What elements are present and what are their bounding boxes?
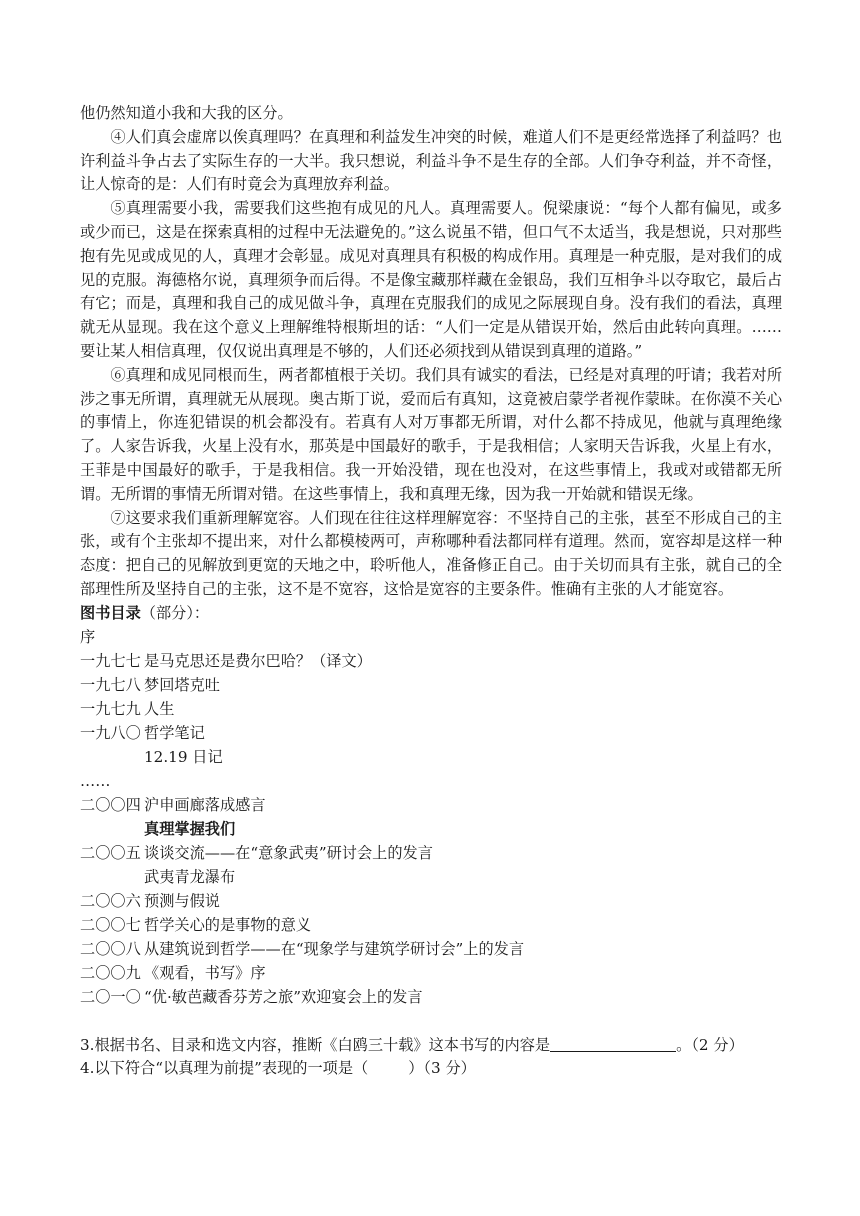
toc-title: 是马克思还是费尔巴哈？（译文） — [144, 651, 372, 670]
questions-block — [80, 1034, 782, 1082]
toc-ellipsis: …… — [80, 771, 111, 790]
toc-year: 二〇〇六 — [80, 891, 141, 910]
paragraph-5: ⑤真理需要小我，需要我们这些抱有成见的凡人。真理需要人。倪梁康说：“每个人都有偏见，或多或少而已，这是在探索真相的过程中无法避免的。”这么说虽不错，但口气不太适当，我是想说，只对那些抱有先见或成见的人，真理才会彰显。成见对真理具有积极的构成作用。真理是一种克服，是对我们的成见的克服。海德格尔说，真理须争而后得。不是像宝藏那样藏在金银岛，我们互相争斗以夺取它，最后占有它；而是，真理和我自己的成见做斗争，真理在克服我们的成见之际展现自身。没有我们的看法，真理就无从显现。我在这个意义上理解维特根斯坦的话：“人们一定是从错误开始，然后由此转向真理。……要让某人相信真理，仅仅说出真理是不够的，人们还必须找到从错误到真理的道路。” — [80, 199, 782, 360]
toc-subitem: 12.19 日记 — [144, 747, 223, 766]
toc-year: 一九八〇 — [80, 723, 141, 742]
question-4-points: ）（3 分） — [408, 1059, 476, 1078]
question-3-text: 3.根据书名、目录和选文内容，推断《白鸥三十载》这本书写的内容是 — [80, 1035, 551, 1054]
toc-title: 谈谈交流——在“意象武夷”研讨会上的发言 — [144, 843, 433, 862]
question-4-text: 4.以下符合“以真理为前提”表现的一项是（ — [80, 1059, 369, 1078]
toc-year: 二〇〇九 — [80, 963, 141, 982]
toc-year: 二〇一〇 — [80, 987, 141, 1006]
toc-heading — [80, 602, 782, 626]
toc-year: 一九七九 — [80, 699, 141, 718]
toc-row — [80, 650, 782, 674]
answer-blank[interactable] — [550, 1035, 676, 1052]
question-3 — [80, 1034, 782, 1058]
toc-title: 人生 — [144, 699, 175, 718]
toc-title: 《观看，书写》序 — [144, 963, 266, 982]
toc-row — [80, 962, 782, 986]
toc-row — [80, 794, 782, 818]
toc-title: 梦回塔克吐 — [144, 675, 220, 694]
toc-row — [80, 986, 782, 1010]
toc-row — [80, 698, 782, 722]
toc-title: 从建筑说到哲学——在“现象学与建筑学研讨会”上的发言 — [144, 939, 525, 958]
toc-subitem-highlighted: 真理掌握我们 — [144, 819, 236, 838]
toc-year: 一九七八 — [80, 675, 141, 694]
toc-heading-title: 图书目录 — [80, 603, 141, 622]
toc-title: “优·敏芭藏香芬芳之旅”欢迎宴会上的发言 — [144, 987, 423, 1006]
toc-row — [80, 674, 782, 698]
toc-row — [80, 938, 782, 962]
question-4 — [80, 1057, 782, 1081]
paragraph-continued: 他仍然知道小我和大我的区分。 — [80, 104, 293, 122]
toc-row — [80, 914, 782, 938]
toc-title: 哲学关心的是事物的意义 — [144, 915, 312, 934]
toc-heading-note: （部分）： — [140, 603, 210, 622]
toc-year: 二〇〇四 — [80, 795, 141, 814]
toc-row — [80, 842, 782, 866]
document-page — [80, 102, 782, 1081]
toc-row — [80, 890, 782, 914]
toc-title: 沪申画廊落成感言 — [144, 795, 266, 814]
toc-subitem: 武夷青龙瀑布 — [144, 867, 236, 886]
question-3-points: 。（2 分） — [676, 1035, 744, 1054]
toc-title: 预测与假说 — [144, 891, 220, 910]
toc-year: 二〇〇八 — [80, 939, 141, 958]
paragraph-6: ⑥真理和成见同根而生，两者都植根于关切。我们具有诚实的看法，已经是对真理的吁请；我若对所涉之事无所谓，真理就无从展现。奥古斯丁说，爱而后有真知，这竟被启蒙学者视作蒙昧。在你漠不关心的事情上，你连犯错误的机会都没有。若真有人对万事都无所谓，对什么都不持成见，他就与真理绝缘了。人家告诉我，火星上没有水，那英是中国最好的歌手，于是我相信；人家明天告诉我，火星上有水，王菲是中国最好的歌手，于是我相信。我一开始没错，现在也没对，在这些事情上，我或对或错都无所谓。无所谓的事情无所谓对错。在这些事情上，我和真理无缘，因为我一开始就和错误无缘。 — [80, 365, 782, 503]
toc-preface: 序 — [80, 627, 96, 646]
toc-year: 二〇〇五 — [80, 843, 141, 862]
toc-year: 二〇〇七 — [80, 915, 141, 934]
toc-title: 哲学笔记 — [144, 723, 205, 742]
toc-row — [80, 722, 782, 746]
paragraph-7: ⑦这要求我们重新理解宽容。人们现在往往这样理解宽容：不坚持自己的主张，甚至不形成自己的主张，或有个主张却不提出来，对什么都模棱两可，声称哪种看法都同样有道理。然而，宽容却是这样一种态度：把自己的见解放到更宽的天地之中，聆听他人，准备修正自己。由于关切而具有主张，就自己的全部理性所及坚持自己的主张，这不是不宽容，这恰是宽容的主要条件。惟确有主张的人才能宽容。 — [80, 508, 782, 598]
paragraph-4: ④人们真会虚席以俟真理吗？在真理和利益发生冲突的时候，难道人们不是更经常选择了利益吗？也许利益斗争占去了实际生存的一大半。我只想说，利益斗争不是生存的全部。人们争夺利益，并不奇怪，让人惊奇的是：人们有时竟会为真理放弃利益。 — [80, 127, 782, 194]
toc-year: 一九七七 — [80, 651, 141, 670]
